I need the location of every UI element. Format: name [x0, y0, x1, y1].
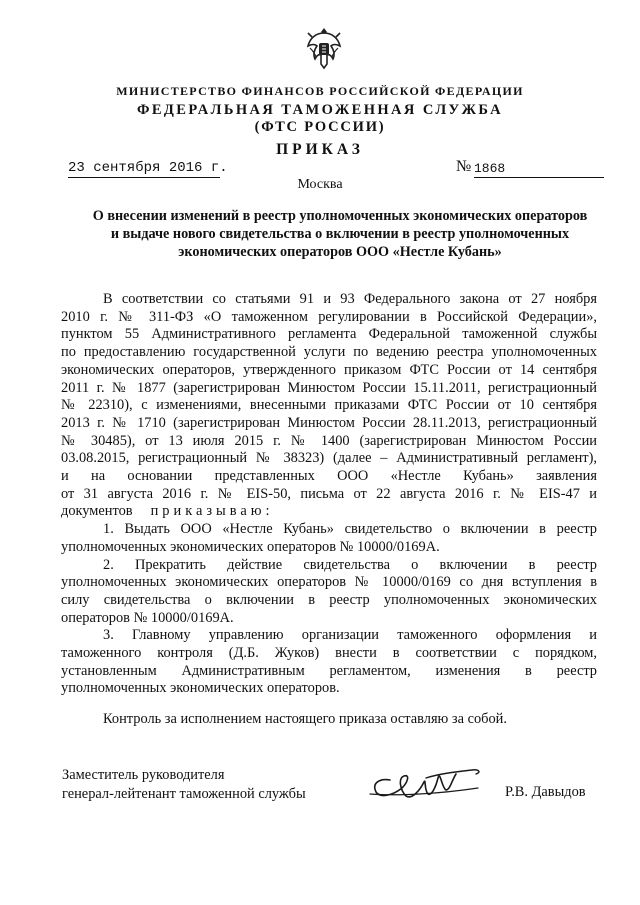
preamble-line: № 22310), с изменениями, внесенными приказами ФТС России от 10 сентября — [61, 397, 597, 414]
number-sign: № — [456, 158, 472, 175]
position-line: Заместитель руководителя — [62, 767, 225, 783]
handwritten-signature — [368, 760, 496, 810]
control-clause: Контроль за исполнением настоящего приказа оставляю за собой. — [103, 711, 507, 727]
subject-line: и выдаче нового свидетельства о включении в реестр уполномоченных — [110, 226, 570, 242]
preamble-line: пунктом 55 Административного регламента Федеральной таможенной службы — [61, 326, 597, 343]
preamble-line: В соответствии со статьями 91 и 93 Федерального закона от 27 ноября — [103, 291, 597, 307]
preamble-end: документов — [61, 503, 133, 520]
city: Москва — [297, 177, 343, 192]
item-2-line: операторов № 10000/0169А. — [61, 609, 234, 626]
item-2-line: силу свидетельства о включении в реестр уполномоченных экономических — [61, 591, 597, 608]
subject-line: О внесении изменений в реестр уполномоченных экономических операторов — [92, 208, 588, 224]
preamble-line: экономических операторов, утвержденного приказом ФТС России от 14 сентября — [61, 361, 597, 378]
document-type-title: ПРИКАЗ — [276, 141, 364, 158]
order-body — [61, 291, 597, 698]
item-1-line: 1. Выдать ООО «Нестле Кубань» свидетельство о включении в реестр — [103, 521, 597, 538]
preamble-line: № 30485), от 13 июля 2015 г. № 1400 (зарегистрирован Минюстом России — [61, 432, 597, 449]
preamble-final-line — [61, 503, 597, 521]
ministry-heading: МИНИСТЕРСТВО ФИНАНСОВ РОССИЙСКОЙ ФЕДЕРАЦИИ — [116, 84, 524, 98]
item-3-line: уполномоченных экономических операторов. — [61, 680, 340, 697]
order-number: 1868 — [474, 160, 604, 178]
state-emblem-icon — [304, 24, 344, 72]
signatory-name: Р.В. Давыдов — [505, 784, 586, 800]
position-line: генерал-лейтенант таможенной службы — [62, 786, 306, 802]
preamble-line: по предоставлению государственной услуги по ведению реестра уполномоченных — [61, 344, 597, 361]
service-heading: ФЕДЕРАЛЬНАЯ ТАМОЖЕННАЯ СЛУЖБА — [136, 102, 503, 118]
item-2-line: уполномоченных экономических операторов № 10000/0169 со дня вступления в — [61, 574, 597, 591]
item-3-line: установленным Административным регламентом, изменения в реестр — [61, 662, 597, 679]
preamble-line: 03.08.2015, регистрационный № 38323) (далее – Административный регламент), — [61, 450, 597, 467]
preamble-line: от 31 августа 2016 г. № EIS-50, письма от 22 августа 2016 г. № EIS-47 и — [61, 485, 597, 502]
order-subject — [60, 207, 620, 261]
order-word: приказываю: — [150, 503, 274, 520]
preamble-line: и на основании представленных ООО «Нестле Кубань» заявления — [61, 468, 597, 485]
item-3-line: таможенного контроля (Д.Б. Жуков) внести в соответствии с порядком, — [61, 645, 597, 662]
signatory-position — [62, 766, 306, 804]
order-date: 23 сентября 2016 г. — [68, 160, 228, 176]
preamble-line: 2010 г. № 311-ФЗ «О таможенном регулировании в Российской Федерации», — [61, 308, 597, 325]
item-1-line: уполномоченных экономических операторов № 10000/0169А. — [61, 538, 440, 555]
service-short-heading: (ФТС РОССИИ) — [254, 119, 386, 135]
preamble-line: 2011 г. № 1877 (зарегистрирован Минюстом России 15.11.2011, регистрационный — [61, 379, 597, 396]
subject-line: экономических операторов ООО «Нестле Кубань» — [178, 244, 502, 260]
item-2-line: 2. Прекратить действие свидетельства о включении в реестр — [103, 556, 597, 573]
item-3-line: 3. Главному управлению организации таможенного оформления и — [103, 627, 597, 644]
preamble-line: 2013 г. № 1710 (зарегистрирован Минюстом России 28.11.2013, регистрационный — [61, 414, 597, 431]
